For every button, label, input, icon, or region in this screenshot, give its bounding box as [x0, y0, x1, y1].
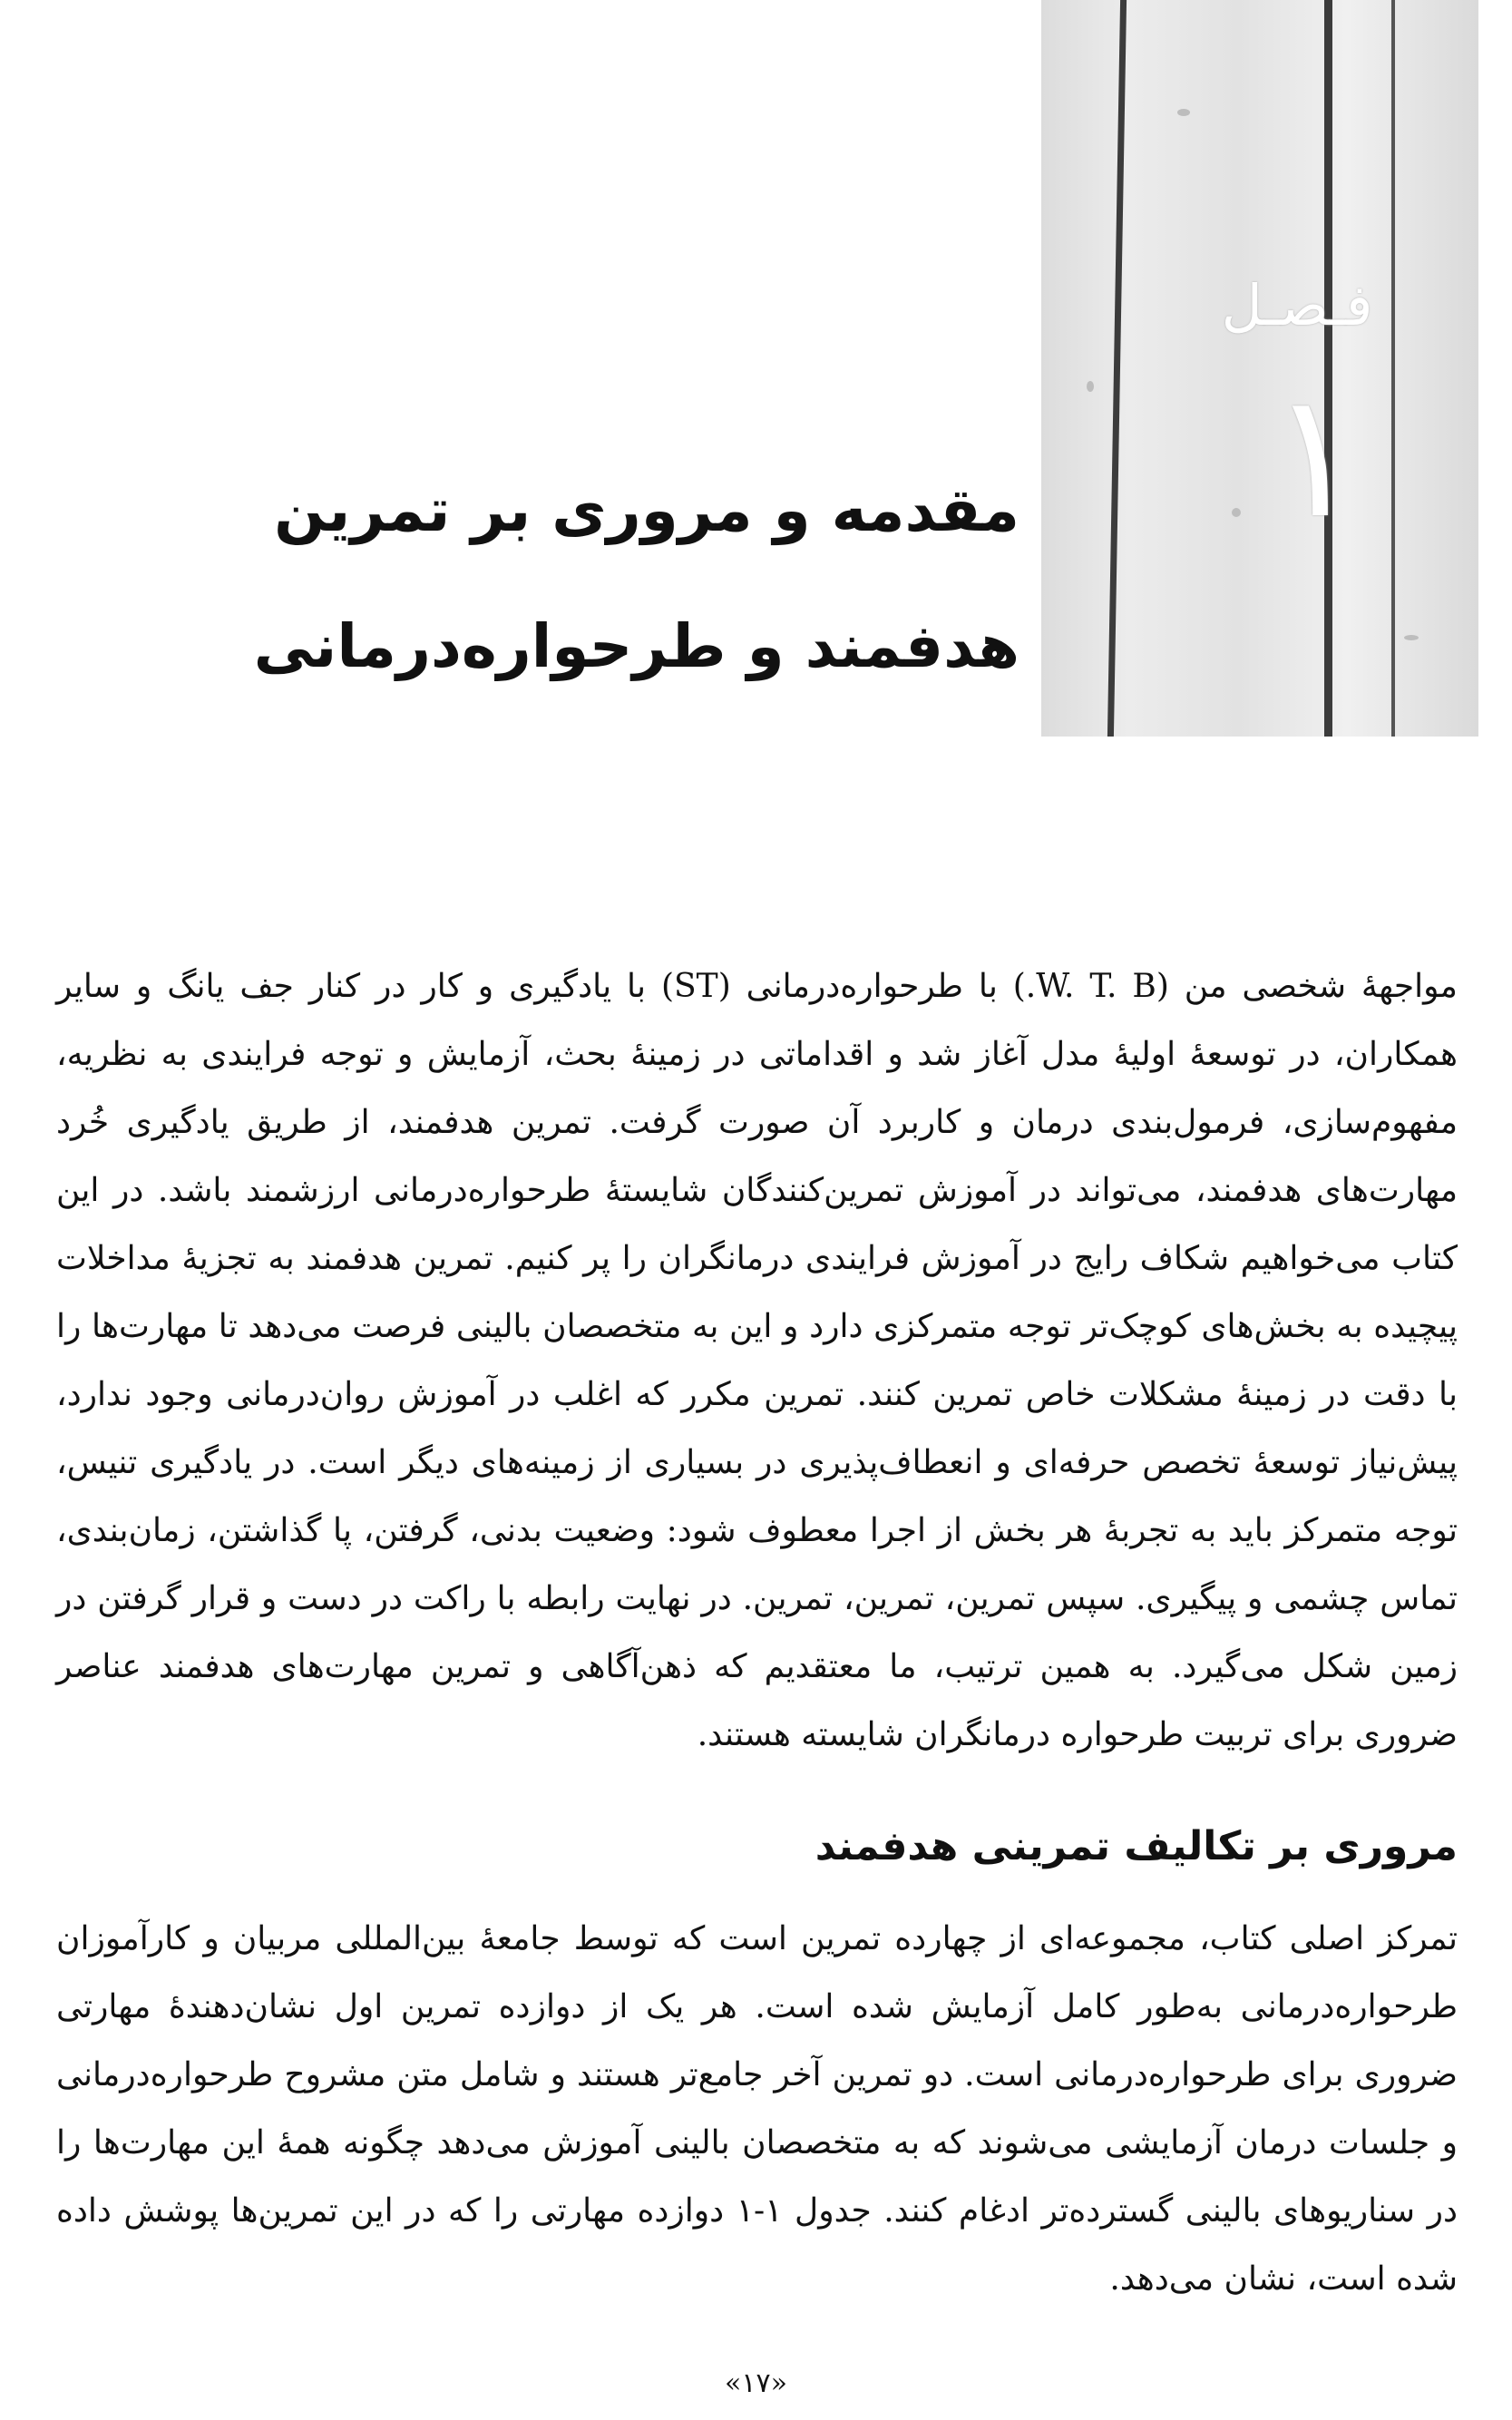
- page-number: «۱۷»: [725, 2367, 787, 2399]
- section-paragraph: تمرکز اصلی کتاب، مجموعه‌ای از چهارده تمرین است که توسط جامعۀ بین‌المللی مربیان و کارآموزان طرحواره‌درمانی به‌طور کامل آزمایش شده است. هر یک از دوازده تمرین اول نشان‌دهندۀ مهارتی ضروری برای طرحواره‌درمانی است. دو تمرین آخر جامع‌تر هستند و شامل متن مشروح طرحواره‌درمانی و جلسات درمان آزمایشی می‌شوند که به متخصصان بالینی آموزش می‌دهد چگونه همۀ این مهارت‌ها را در سناریوهای بالینی گسترده‌تر ادغام کنند. جدول ۱-۱ دوازده مهارتی را که در این تمرین‌ها پوشش داده شده است، نشان می‌دهد.: [56, 1920, 1458, 2298]
- chapter-number: ۱: [1268, 356, 1362, 556]
- intro-paragraph: مواجهۀ شخصی من (W. T. B.) با طرحواره‌درمانی (ST) با یادگیری و کار در کنار جف یانگ و سایر همکاران، در توسعۀ اولیۀ مدل آغاز شد و اقداماتی در زمینۀ بحث، آزمایش و توجه فرایندی به نظریه، مفهوم‌سازی، فرمول‌بندی درمان و کاربرد آن صورت گرفت. تمرین هدفمند، از طریق یادگیری خُرد مهارت‌های هدفمند، می‌تواند در آموزش تمرین‌کنندگان شایستۀ طرحواره‌درمانی ارزشمند باشد. در این کتاب می‌خواهیم شکاف رایج در آموزش فرایندی درمانگران را پر کنیم. تمرین هدفمند به تجزیۀ مداخلات پیچیده به بخش‌های کوچک‌تر توجه متمرکزی دارد و این به متخصصان بالینی فرصت می‌دهد تا مهارت‌ها را با دقت در زمینۀ مشکلات خاص تمرین کنند. تمرین مکرر که اغلب در آموزش روان‌درمانی وجود ندارد، پیش‌نیاز توسعۀ تخصص حرفه‌ای و انعطاف‌پذیری در بسیاری از زمینه‌های دیگر است. در یادگیری تنیس، توجه متمرکز باید به تجربۀ هر بخش از اجرا معطوف شود: وضعیت بدنی، گرفتن، پا گذاشتن، زمان‌بندی، تماس چشمی و پیگیری. سپس تمرین، تمرین، تمرین. در نهایت رابطه با راکت در دست و قرار گرفتن در زمین شکل می‌گیرد. به همین ترتیب، ما معتقدیم که ذهن‌آگاهی و تمرین مهارت‌های هدفمند عناصر ضروری برای تربیت طرحواره درمانگران شایسته هستند.: [56, 968, 1458, 1753]
- section-heading: مروری بر تکالیف تمرینی هدفمند: [815, 1823, 1458, 1869]
- chapter-banner-image: [1041, 0, 1478, 737]
- chapter-title: مقدمه و مروری بر تمرین هدفمند و طرحواره‌درمانی: [253, 475, 1019, 681]
- chapter-label: فـصـل: [1221, 272, 1373, 338]
